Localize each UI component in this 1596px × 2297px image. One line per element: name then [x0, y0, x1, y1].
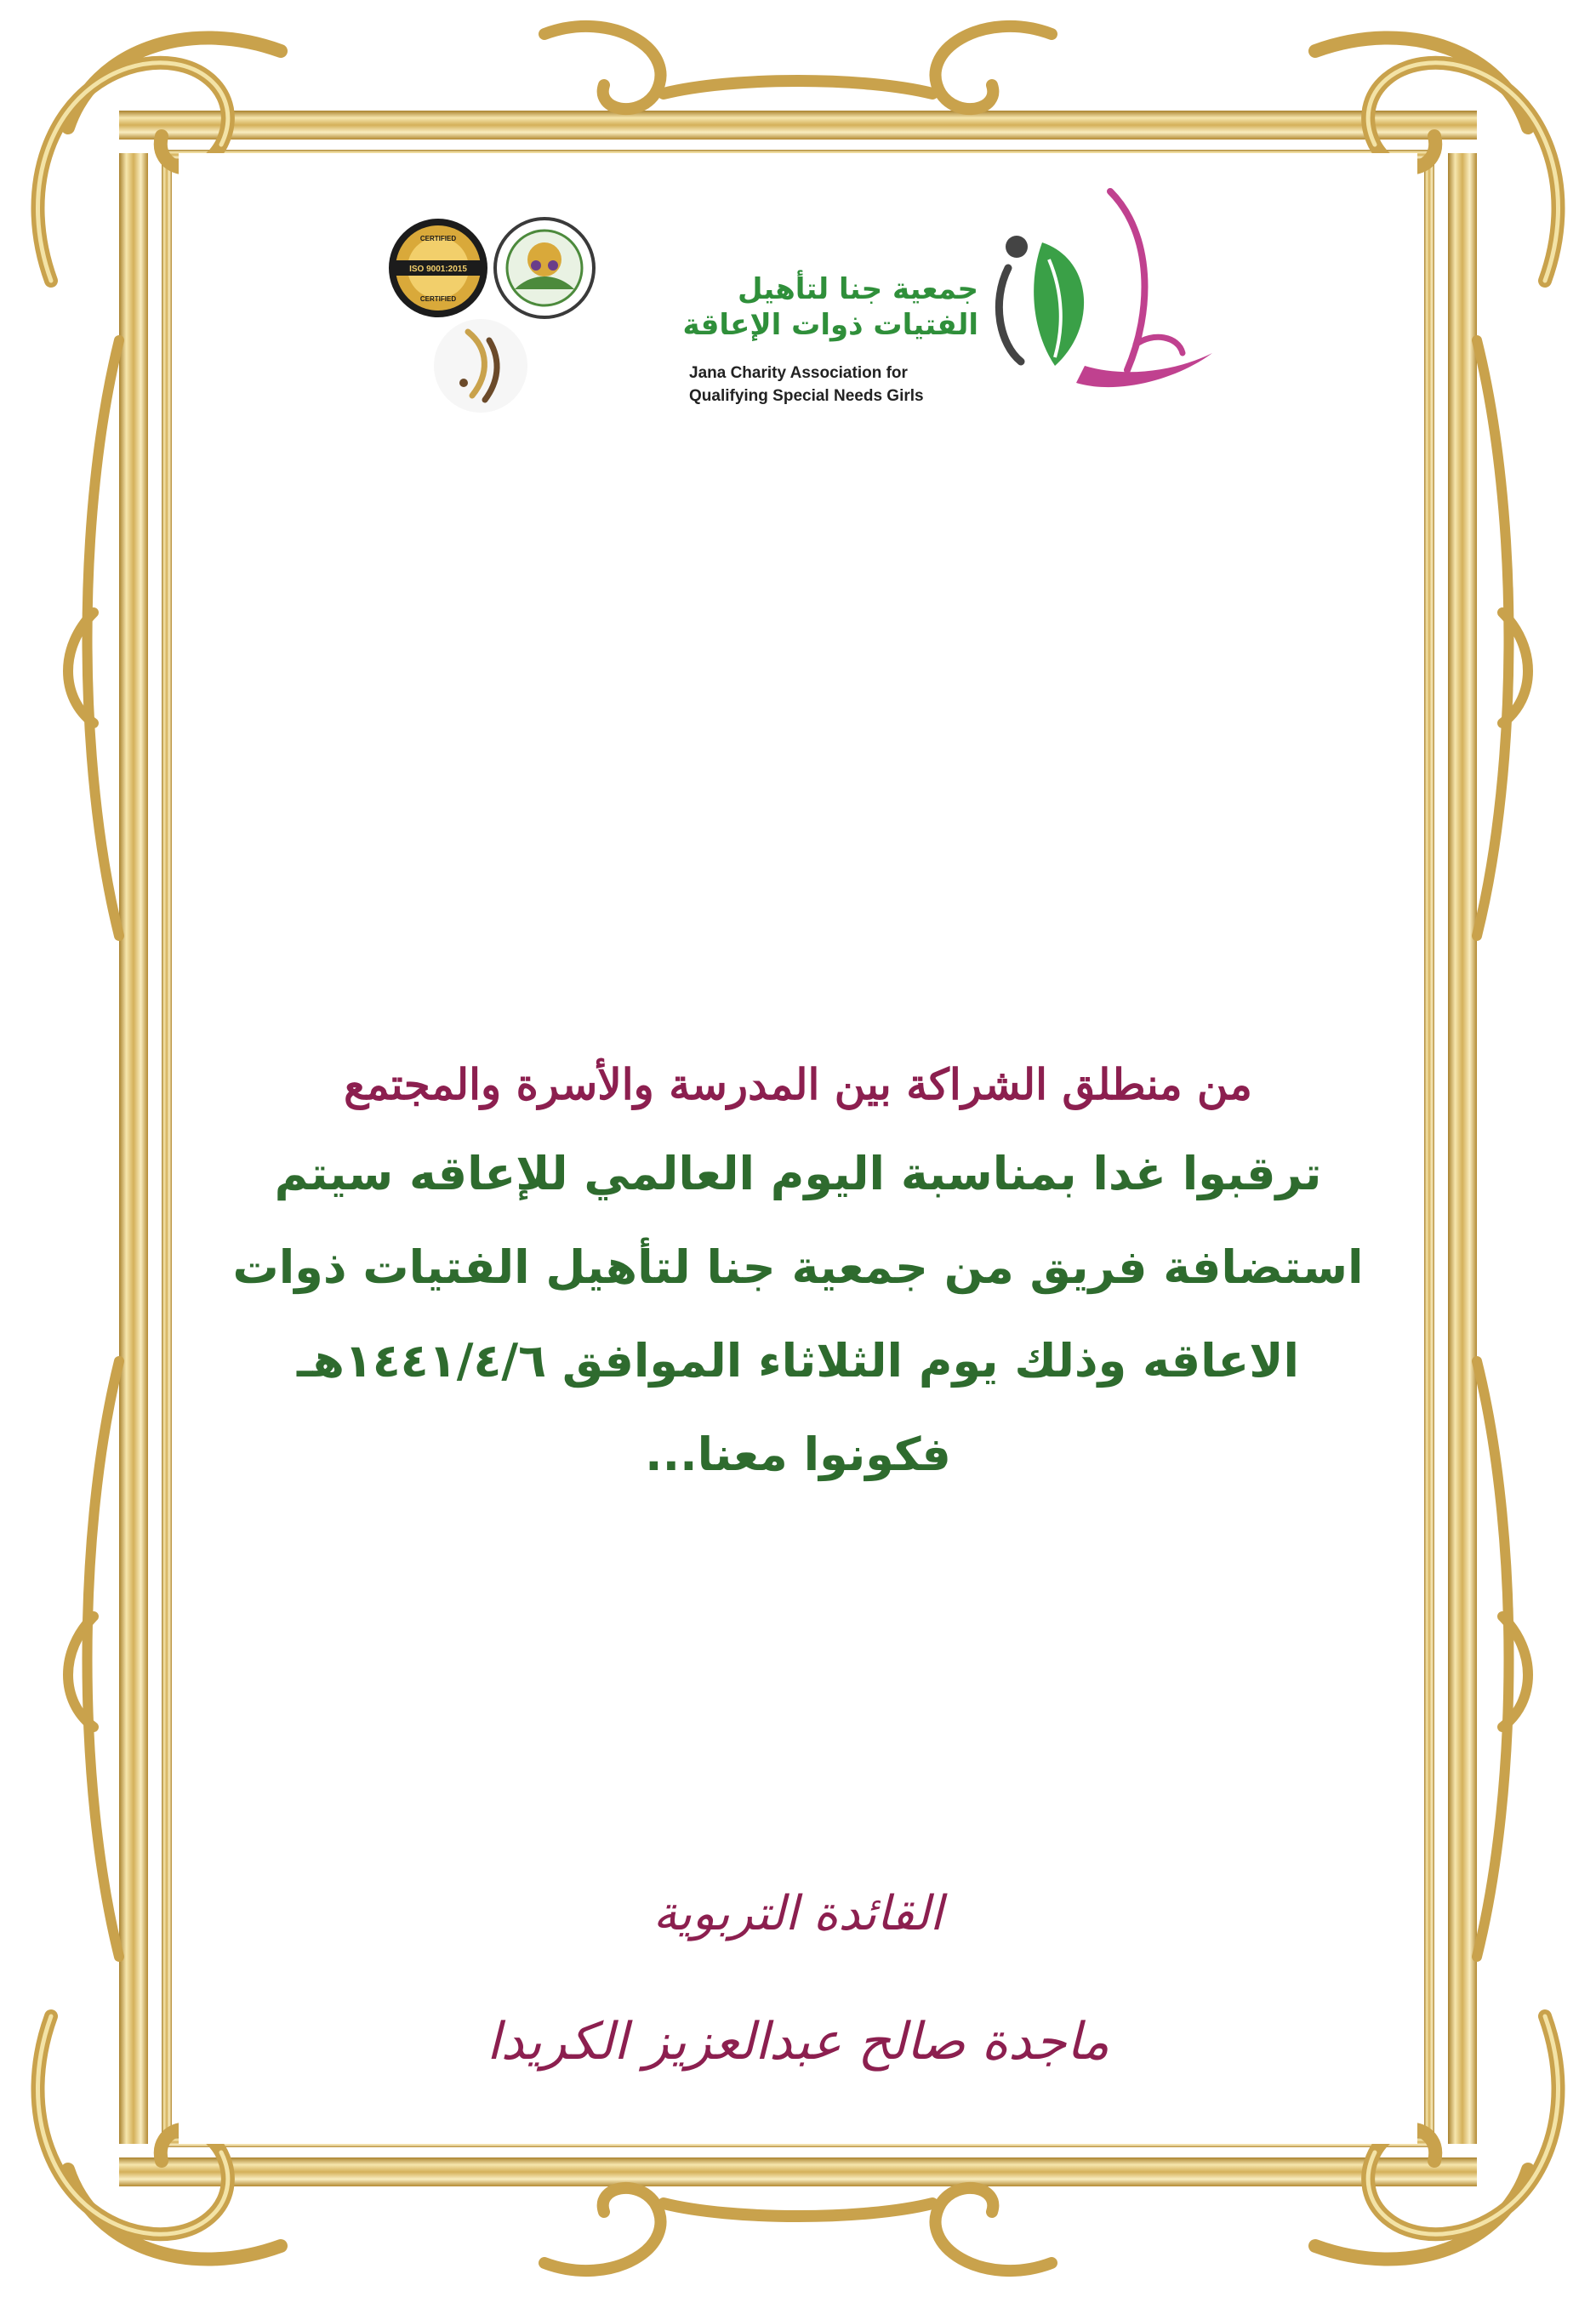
- logo-english-line-2: Qualifying Special Needs Girls: [689, 387, 924, 405]
- announcement-line-2: استضافة فريق من جمعية جنا لتأهيل الفتيات ذوات: [232, 1240, 1364, 1294]
- signature-name: ماجدة صالح عبدالعزيز الكريدا: [486, 2012, 1110, 2072]
- signature-title: القائدة التربوية: [653, 1886, 943, 1941]
- health-program-seal-icon: [495, 219, 594, 317]
- calligraphy-emblem-icon: [434, 319, 527, 413]
- announcement-line-3: الاعاقه وذلك يوم الثلاثاء الموافق ١٤٤١/٤/٦هـ: [296, 1334, 1300, 1388]
- logo-arabic-line-2: الفتيات ذوات الإعاقة: [682, 308, 978, 342]
- jana-association-logo: [682, 183, 1234, 421]
- iso-seal-top-text: CERTIFIED: [419, 235, 457, 242]
- iso-seal-bottom-text: CERTIFIED: [419, 295, 457, 303]
- jana-leaf-icon: [983, 183, 1234, 413]
- announcement-line-1: ترقبوا غدا بمناسبة اليوم العالمي للإعاقه سيتم: [274, 1147, 1322, 1200]
- logo-english-line-1: Jana Charity Association for: [689, 364, 908, 382]
- iso-seal-text: ISO 9001:2015: [409, 265, 467, 274]
- certification-seals: [387, 213, 608, 417]
- iso-seal-icon: [389, 219, 487, 317]
- announcement-heading: من منطلق الشراكة بين المدرسة والأسرة والمجتمع: [344, 1059, 1252, 1109]
- announcement-line-4: فكونوا معنا...: [645, 1428, 951, 1481]
- logo-arabic-line-1: جمعية جنا لتأهيل: [737, 272, 978, 306]
- logo-english-text: [689, 362, 978, 408]
